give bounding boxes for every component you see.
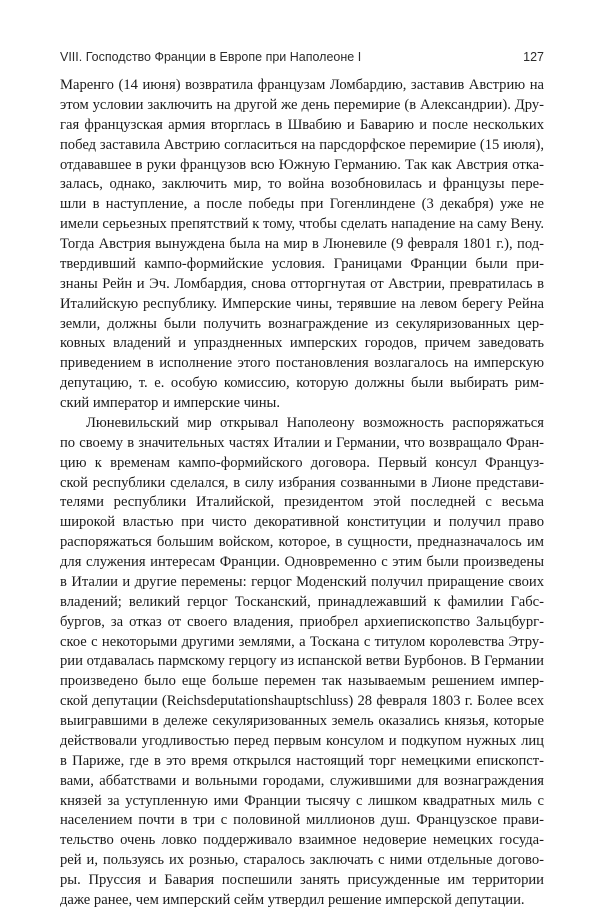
text-line: тельство очень ловко поддерживало взаимное недоверие немецких госуда- bbox=[60, 832, 544, 849]
paragraph-2 bbox=[60, 414, 544, 911]
text-line: в Италии и другие перемены: герцог Моденский получил приращение своих bbox=[60, 573, 544, 590]
text-line: гая французская армия вторглась в Швабию и Баварию и после нескольких bbox=[60, 116, 544, 133]
text-line: князей за уступленную ими Франции тысячу с лишком квадратных миль с bbox=[60, 792, 544, 809]
page-number: 127 bbox=[523, 50, 544, 64]
text-line: широкой властью при чисто декоративной конституции и получил право bbox=[60, 514, 544, 531]
text-line: распоряжаться большим войском, которое, в сущности, предназначалось им bbox=[60, 534, 544, 551]
text-line: вами, аббатствами и вольными городами, служившими для вознаграждения bbox=[60, 772, 544, 789]
text-line: Тогда Австрия вынуждена была на мир в Люневиле (9 февраля 1801 г.), под- bbox=[60, 236, 544, 252]
text-line: знаны Рейн и Эч. Ломбардия, снова отторгнутая от Австрии, превратилась в bbox=[60, 275, 544, 292]
text-line: бургов, за отказ от своего владения, приобрел архиепископство Зальцбург- bbox=[60, 613, 544, 630]
text-line: действовали угодливостью перед первым консулом и подкупом нужных лиц bbox=[60, 732, 544, 749]
text-line: в Париже, где в это время открылся настоящий торг немецкими епископст- bbox=[60, 752, 544, 769]
text-line: этом условии заключить на другой же день перемирие (в Александрии). Дру- bbox=[60, 96, 544, 113]
text-line: Люневильский мир открывал Наполеону возможность распоряжаться bbox=[86, 414, 544, 431]
text-line: твердивший кампо-формийские условия. Границами Франции были при- bbox=[60, 255, 544, 272]
body-text bbox=[60, 76, 544, 911]
book-page bbox=[60, 0, 544, 908]
text-line: выигравшими в дележе секуляризованных земель оказались князья, которые bbox=[60, 713, 544, 729]
text-line: рей и, пользуясь их рознью, старалось заключать с ними отдельные догово- bbox=[60, 852, 544, 869]
text-line: владений; великий герцог Тосканский, принадлежавший к фамилии Габс- bbox=[60, 593, 544, 610]
text-line: ры. Пруссия и Бавария поспешили занять присужденные им территории bbox=[60, 872, 544, 888]
paragraph-1 bbox=[60, 76, 544, 414]
text-line: телями республики Италийской, президентом этой последней с весьма bbox=[60, 494, 544, 511]
text-line: шли в наступление, а после победы при Гогенлиндене (3 декабря) уже не bbox=[60, 196, 544, 213]
text-line: приведением в исполнение этого постановления возлагалось на имперскую bbox=[60, 355, 544, 372]
text-line: населением почти в три с половиной миллионов душ. Французское прави- bbox=[60, 812, 544, 829]
text-line: депутацию, т. е. особую комиссию, которую должны были выбирать рим- bbox=[60, 375, 544, 392]
text-line: ской депутации (Reichsdeputationshauptschluss) 28 февраля 1803 г. Более всех bbox=[60, 693, 544, 710]
text-line: по своему в значительных частях Италии и Германии, что возвращало Фран- bbox=[60, 434, 544, 451]
running-title: VIII. Господство Франции в Европе при Наполеоне I bbox=[60, 50, 362, 64]
text-line: отдававшее в руки французов всю Южную Германию. Так как Австрия отка- bbox=[60, 156, 544, 173]
text-line: Италийскую республику. Имперские чины, терявшие на левом берегу Рейна bbox=[60, 295, 544, 312]
text-line: земли, должны были получить вознаграждение из секуляризованных цер- bbox=[60, 315, 544, 332]
text-line: даже ранее, чем имперский сейм утвердил решение имперской депутации. bbox=[60, 891, 525, 908]
text-line: рии отдавалась пармскому герцогу из испанской ветви Бурбонов. В Германии bbox=[60, 653, 544, 670]
text-line: ковных владений и упраздненных имперских городов, причем заведовать bbox=[60, 335, 544, 352]
text-line: цию к временам кампо-формийского договора. Первый консул Француз- bbox=[60, 454, 544, 471]
text-line: побед заставила Австрию согласиться на парсдорфское перемирие (15 июля), bbox=[60, 136, 544, 153]
text-line: произведено было еще больше перемен так называемым решением импер- bbox=[60, 673, 544, 690]
text-line: Маренго (14 июня) возвратила французам Ломбардию, заставив Австрию на bbox=[60, 77, 544, 93]
text-line: ской республики сделался, в силу избрания созванными в Лионе представи- bbox=[60, 474, 544, 491]
text-line: для служения интересам Франции. Одновременно с этим были произведены bbox=[60, 554, 544, 570]
text-line: ский император и имперские чины. bbox=[60, 395, 280, 411]
text-line: имели серьезных препятствий к тому, чтобы сделать нападение на саму Вену. bbox=[60, 216, 544, 233]
text-line: ское с некоторыми другими землями, а Тоскана с титулом королевства Этру- bbox=[60, 633, 544, 650]
text-line: залась, однако, заключить мир, то война возобновилась и французы пере- bbox=[60, 176, 544, 193]
running-header bbox=[60, 50, 544, 66]
